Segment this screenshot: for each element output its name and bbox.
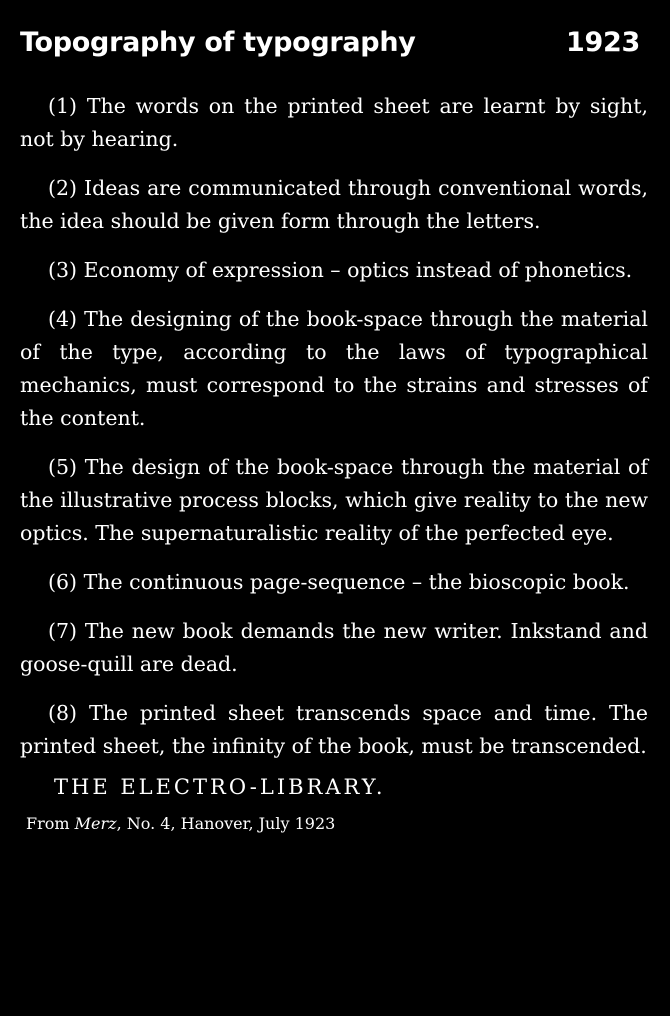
page-header: [20, 22, 640, 62]
point-text: The printed sheet transcends space and time. The printed sheet, the infinity of the book, must be transcended.: [20, 701, 648, 758]
point-text: The designing of the book-space through the material of the type, according to the laws of typographical mechanics, must correspond to the strains and stresses of the content.: [20, 307, 648, 430]
point-8: [20, 697, 648, 763]
point-number: (8): [48, 701, 78, 725]
point-4: [20, 303, 648, 435]
point-6: [20, 566, 648, 599]
point-number: (6): [48, 570, 78, 594]
point-3: [20, 254, 648, 287]
source-citation: [26, 811, 648, 837]
point-number: (4): [48, 307, 78, 331]
point-text: The words on the printed sheet are learnt by sight, not by hearing.: [20, 94, 648, 151]
point-2: [20, 172, 648, 238]
point-number: (1): [48, 94, 78, 118]
page-title: Topography of typography: [20, 26, 416, 58]
point-text: The continuous page-sequence – the bioscopic book.: [83, 570, 630, 594]
point-number: (7): [48, 619, 78, 643]
year-label: 1923: [566, 26, 640, 58]
point-7: [20, 615, 648, 681]
point-text: Economy of expression – optics instead of phonetics.: [83, 258, 633, 282]
signature: THE ELECTRO-LIBRARY.: [54, 775, 386, 799]
point-text: Ideas are communicated through conventional words, the idea should be given form through the letters.: [20, 176, 648, 233]
point-text: The design of the book-space through the material of the illustrative process blocks, which give reality to the new optics. The supernaturalistic reality of the perfected eye.: [20, 455, 648, 545]
manifesto-text: [20, 90, 648, 837]
point-number: (5): [48, 455, 78, 479]
point-number: (2): [48, 176, 78, 200]
source-prefix: From: [26, 814, 70, 833]
point-5: [20, 451, 648, 550]
source-suffix: , No. 4, Hanover, July 1923: [116, 814, 336, 833]
point-number: (3): [48, 258, 78, 282]
point-text: The new book demands the new writer. Inkstand and goose-quill are dead.: [20, 619, 648, 676]
source-journal: Merz: [74, 814, 117, 833]
point-1: [20, 90, 648, 156]
